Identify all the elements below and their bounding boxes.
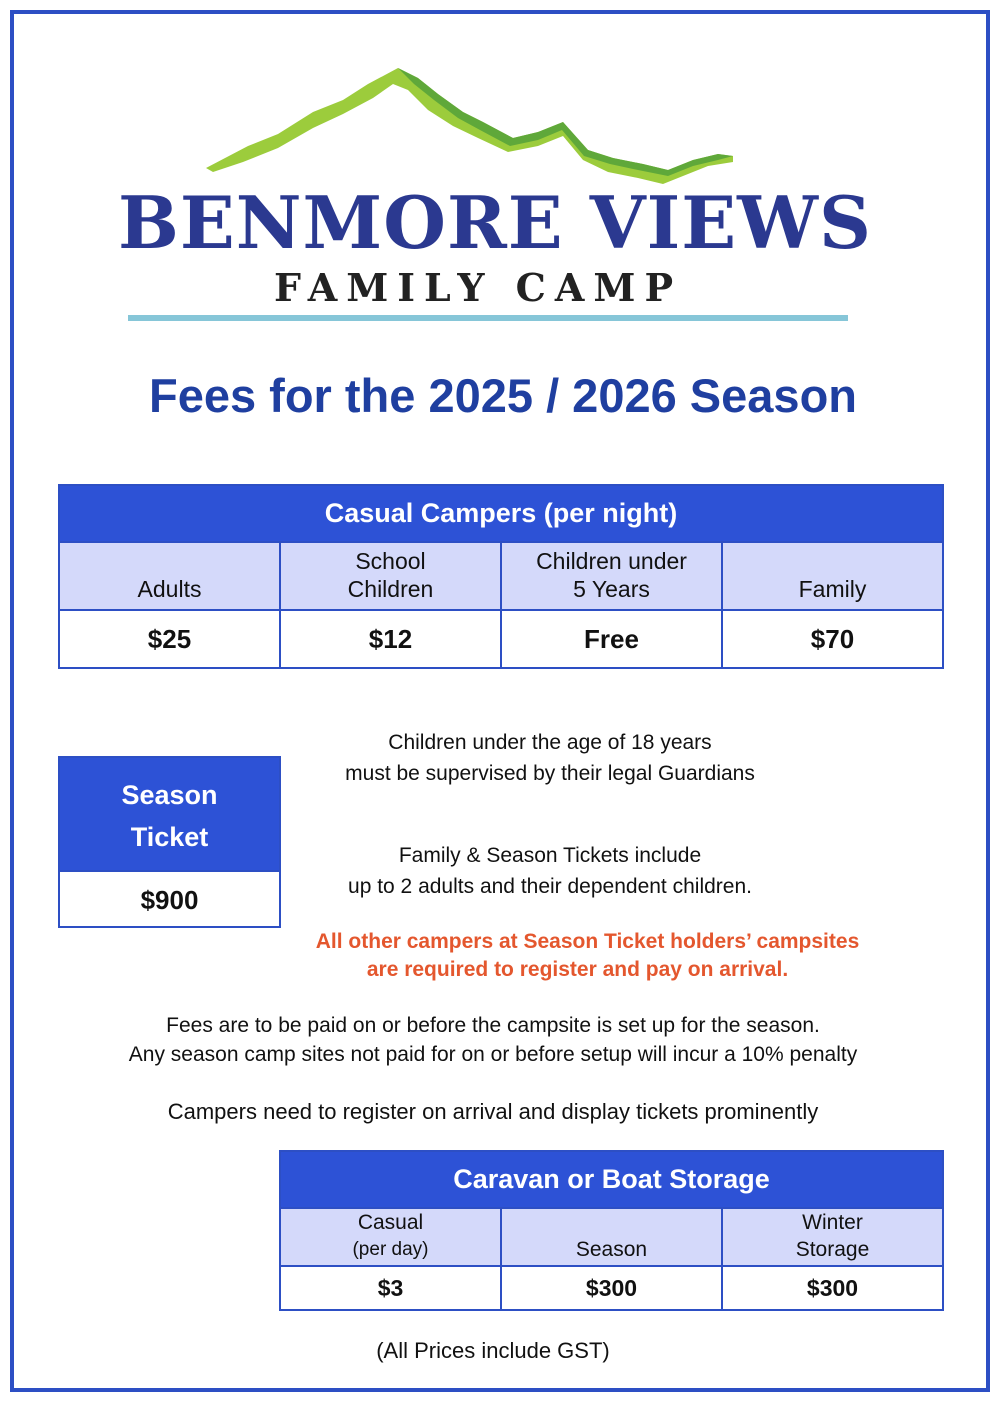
header-adults: Adults xyxy=(59,542,280,610)
season-ticket-label: Season Ticket xyxy=(60,758,279,870)
header-school-children: School Children xyxy=(280,542,501,610)
mountain-logo-graphic xyxy=(118,60,858,190)
register-note: Campers need to register on arrival and display tickets prominently xyxy=(167,1099,819,1124)
price-school-children: $12 xyxy=(280,610,501,668)
price-children-under-5: Free xyxy=(501,610,722,668)
header-casual-storage: Casual (per day) xyxy=(280,1208,501,1266)
price-adults: $25 xyxy=(59,610,280,668)
logo-title: BENMORE VIEWS xyxy=(118,180,873,265)
mountain-range-shape xyxy=(206,68,733,184)
family-ticket-note: Family & Season Tickets include up to 2 adults and their dependent children. xyxy=(348,844,752,898)
fees-payment-note: Fees are to be paid on or before the campsite is set up for the season. Any season camp sites not paid for on or before setup will incur a 10% penalty xyxy=(128,1014,858,1066)
page-title: Fees for the 2025 / 2026 Season xyxy=(149,369,857,422)
price-family: $70 xyxy=(722,610,943,668)
guardians-note: Children under the age of 18 years must be supervised by their legal Guardians xyxy=(345,731,755,785)
header-family: Family xyxy=(722,542,943,610)
storage-table xyxy=(279,1150,944,1311)
header-season-storage: Season xyxy=(501,1208,722,1266)
header-winter-storage: Winter Storage xyxy=(722,1208,943,1266)
price-casual-storage: $3 xyxy=(280,1266,501,1310)
logo-divider xyxy=(128,315,848,321)
season-ticket-box xyxy=(58,756,281,928)
casual-table-title: Casual Campers (per night) xyxy=(59,485,943,542)
camp-logo xyxy=(118,60,873,330)
price-season-storage: $300 xyxy=(501,1266,722,1310)
season-ticket-price: $900 xyxy=(60,870,279,928)
casual-header-row xyxy=(59,542,943,610)
storage-header-row xyxy=(280,1208,943,1266)
season-warning-note: All other campers at Season Ticket holders’ campsites are required to register and pay on arrival. xyxy=(315,930,860,981)
price-winter-storage: $300 xyxy=(722,1266,943,1310)
header-children-under-5: Children under 5 Years xyxy=(501,542,722,610)
logo-subtitle: FAMILY CAMP xyxy=(273,265,683,310)
storage-table-title: Caravan or Boat Storage xyxy=(280,1151,943,1208)
casual-campers-table xyxy=(58,484,944,669)
gst-note: (All Prices include GST) xyxy=(376,1338,610,1363)
casual-price-row xyxy=(59,610,943,668)
storage-price-row xyxy=(280,1266,943,1310)
